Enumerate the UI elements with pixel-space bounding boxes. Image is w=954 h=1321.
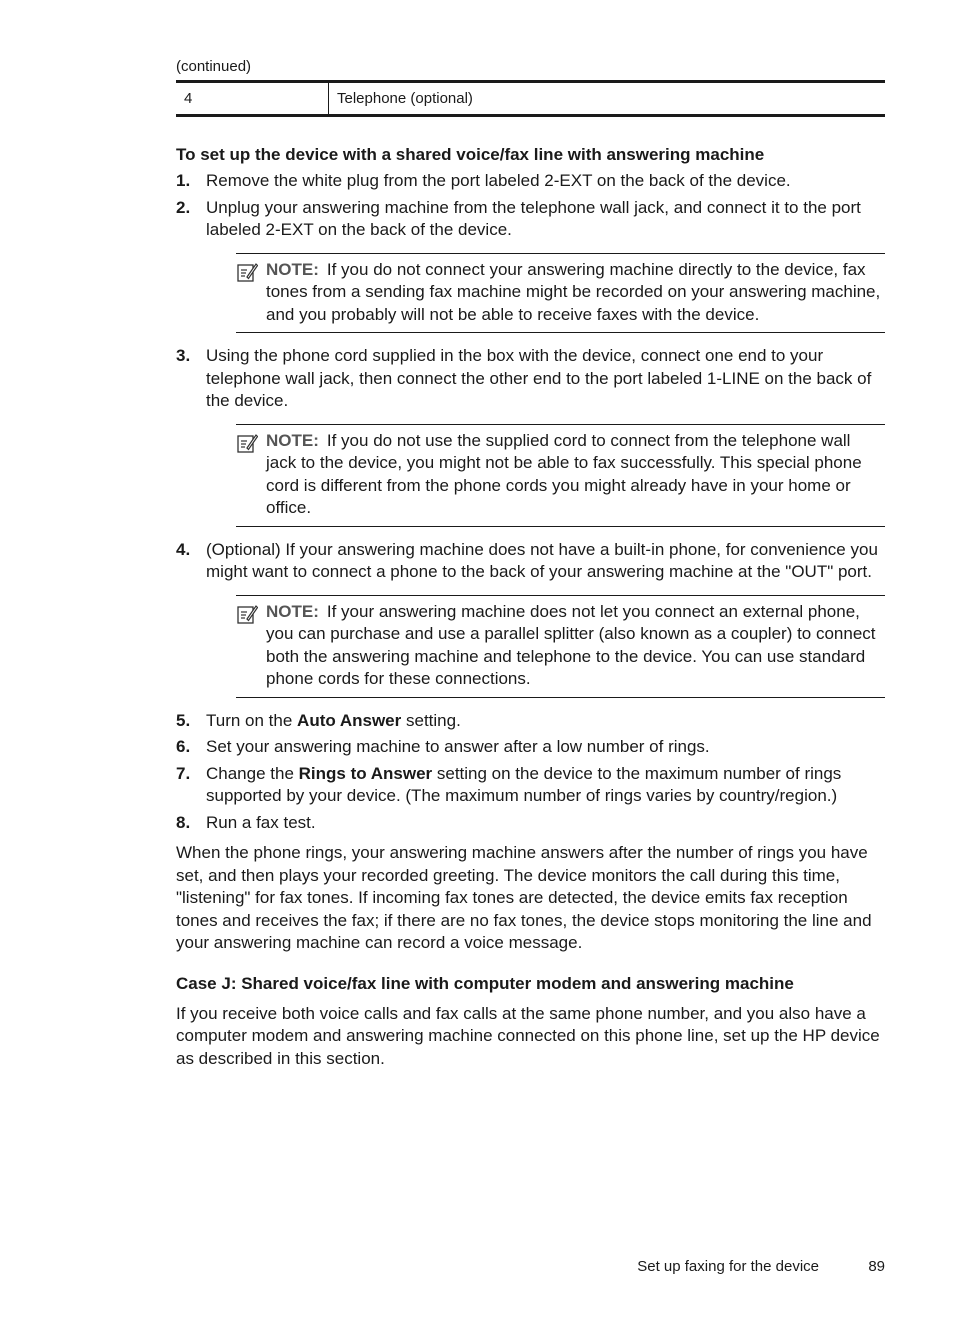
step-text: Set your answering machine to answer after a low number of rings. (206, 737, 710, 756)
step-4 (176, 539, 885, 698)
legend-table-wrap (176, 80, 885, 117)
step-number: 8. (176, 812, 191, 832)
note-pencil-icon (236, 432, 258, 454)
step-5 (176, 710, 885, 733)
result-paragraph: When the phone rings, your answering machine answers after the number of rings you have set, and then plays your recorded greeting. The device monitors the call during this time, "listening" for fax tones. If incoming fax tones are detected, the device emits fax reception tones and receives the fax; if there are no fax tones, the device stops monitoring the line and your answering machine can record a voice message. (176, 843, 872, 952)
step-text-pre: Turn on the (206, 710, 298, 730)
case-paragraph: If you receive both voice calls and fax calls at the same phone number, and you also have a computer modem and answering machine connected on this phone line, set up the HP device as described in this section. (176, 1003, 880, 1068)
case-title: Case J: Shared voice/fax line with computer modem and answering machine (176, 973, 794, 993)
section-title: To set up the device with a shared voice/fax line with answering machine (176, 145, 765, 164)
steps-list (176, 170, 885, 834)
note-label: NOTE: (266, 601, 319, 621)
note-text: If you do not use the supplied cord to connect from the telephone wall jack to the device, you might not be able to fax successfully. This special phone cord is different from the phone cords you might already have in your home or office. (266, 430, 862, 517)
note-label: NOTE: (266, 259, 319, 279)
setting-auto-answer: Auto Answer (297, 710, 402, 730)
step-text-pre: Change the (206, 763, 299, 783)
legend-label-cell: Telephone (optional) (337, 90, 473, 107)
step-text-post: setting on the device to the maximum number of rings supported by your device. (The maximum number of rings varies by country/region.) (206, 763, 842, 805)
step-text-post: setting. (401, 710, 461, 730)
step-number: 6. (176, 737, 191, 756)
note-text: If you do not connect your answering machine directly to the device, fax tones from a sending fax machine might be recorded on your answering machine, and you probably will not be able to receive faxes with the device. (266, 259, 881, 324)
table-row (176, 82, 885, 116)
step-2 (176, 197, 885, 334)
step-text: Using the phone cord supplied in the box with the device, connect one end to your telephone wall jack, then connect the other end to the port labeled 1-LINE on the back of the device. (206, 346, 872, 410)
step-3 (176, 345, 885, 527)
step-number: 7. (176, 763, 191, 783)
continued-label: (continued) (176, 58, 252, 75)
page-number: 89 (868, 1258, 885, 1275)
step-number: 4. (176, 539, 191, 559)
step-text: (Optional) If your answering machine does not have a built-in phone, for convenience you might want to connect a phone to the back of your answering machine at the "OUT" port. (206, 539, 878, 581)
note-pencil-icon (236, 261, 258, 283)
step-text: Remove the white plug from the port labeled 2-EXT on the back of the device. (206, 171, 791, 190)
note-box (236, 595, 885, 698)
note-pencil-icon (236, 603, 258, 625)
step-number: 1. (176, 171, 191, 190)
step-text: Run a fax test. (206, 812, 316, 832)
legend-number-cell: 4 (176, 82, 329, 116)
step-6 (176, 736, 885, 759)
main-content (176, 144, 885, 1070)
setting-rings-to-answer: Rings to Answer (298, 763, 433, 783)
step-number: 2. (176, 197, 191, 217)
step-text: Unplug your answering machine from the telephone wall jack, and connect it to the port labeled 2-EXT on the back of the device. (206, 197, 861, 239)
step-number: 5. (176, 710, 191, 730)
step-7 (176, 763, 885, 808)
note-box (236, 424, 885, 527)
note-box (236, 253, 885, 334)
legend-table (176, 80, 885, 117)
footer-chapter-title: Set up faxing for the device (637, 1258, 819, 1275)
note-text: If your answering machine does not let you connect an external phone, you can purchase and use a parallel splitter (also known as a coupler) to connect both the answering machine and telephone to the device. You can use standard phone cords for these connections. (266, 601, 876, 688)
note-label: NOTE: (266, 430, 319, 450)
step-8 (176, 812, 885, 835)
step-number: 3. (176, 346, 191, 365)
step-1 (176, 170, 885, 193)
